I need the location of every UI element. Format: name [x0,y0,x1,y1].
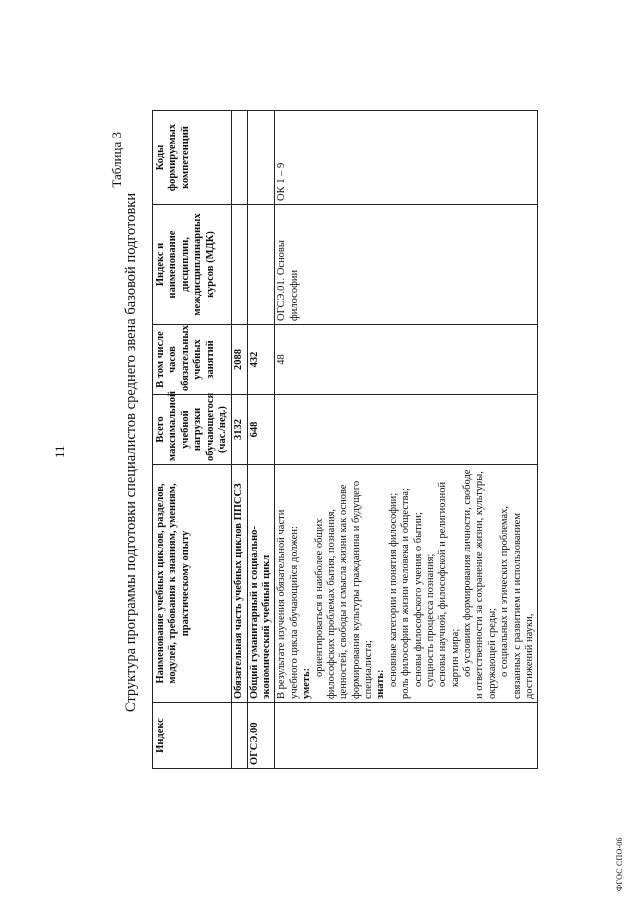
header-index: Индекс [153,703,232,769]
mandatory-part-hours: 2088 [232,325,247,395]
list-item: об условиях формирования личности, свободе и ответственности за сохранение жизни, культуры, окружающей среды; [462,469,498,699]
header-max-load: Всего максимальной учебной нагрузки обучающегося (час./нед.) [153,395,232,465]
list-item: основы научной, философской и религиозной картин мира; [437,481,461,687]
table-row-ogse01 [275,111,538,769]
ogse01-hours: 48 [275,325,538,395]
ogse-index: ОГСЭ.00 [247,703,275,769]
table-row-mandatory-part [232,111,247,769]
mandatory-part-max: 3132 [232,395,247,465]
ogse01-znat-label: знать: [375,669,387,699]
header-mandatory-hours: В том числе часов обязательных учебных занятий [153,325,232,395]
list-item: о социальных и этических проблемах, связанных с развитием и использованием достижений науки, [499,506,535,699]
list-item: роль философии в жизни человека и общества; [400,488,412,699]
table-title: Структура программы подготовки специалистов среднего звена базовой подготовки [123,192,139,713]
header-row [153,111,232,769]
footer-code: ФГОС СПО-06 [615,837,624,891]
table-row-ogse [247,111,275,769]
page-number: 11 [52,445,67,458]
ogse-hours: 432 [247,325,275,395]
ogse01-discipline: ОГСЭ.01. Основы философии [275,205,538,325]
list-item: сущность процесса познания; [424,553,436,687]
header-discipline: Индекс и наименование дисциплин, междисциплинарных курсов (МДК) [153,205,232,325]
list-item: основы философского учения о бытии; [412,512,424,687]
ogse01-competencies: ОК 1 – 9 [275,111,538,205]
ogse-max: 648 [247,395,275,465]
mandatory-part-name: Обязательная часть учебных циклов ППССЗ [232,465,247,703]
ogse01-intro: В результате изучения обязательной части учебного цикла обучающийся должен: [276,509,300,699]
header-name: Наименование учебных циклов, разделов, модулей, требования к знаниям, умениям, практическому опыту [153,465,232,703]
structure-table [152,110,538,769]
list-item: основные категории и понятия философии; [387,492,399,687]
ogse01-requirements [275,465,538,703]
header-competencies: Коды формируемых компетенций [153,111,232,205]
ogse-name: Общий гуманитарный и социально-экономический учебный цикл [247,465,275,703]
ogse01-umet-label: уметь: [301,667,313,699]
ogse01-umet-text: ориентироваться в наиболее общих философских проблемах бытия, познания, ценностей, свободы и смысла жизни как основе формирования культуры гражданина и будущего специалиста; [313,480,374,699]
table-label: Таблица 3 [109,132,124,188]
